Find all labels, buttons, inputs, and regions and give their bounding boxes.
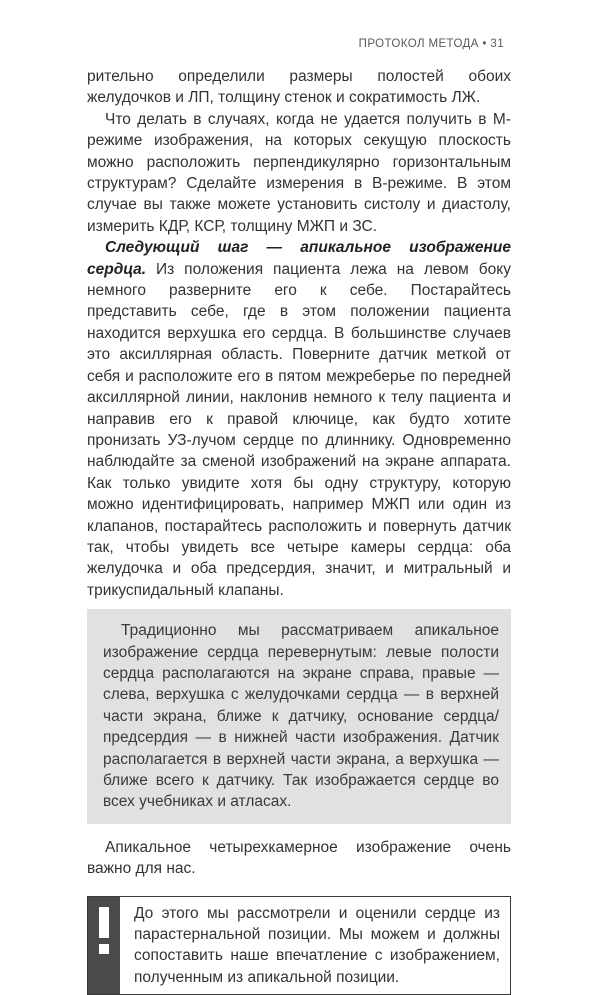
step-heading: Следующий шаг — апикальное изображение сердца. [87,239,511,278]
warning-content [120,897,510,995]
step-body: Из положения пациента лежа на левом боку немного разверните его к себе. Постарайтесь представить себе, где в этом положении пациента находится верхушка его сердца. В большинстве случаев это аксиллярная область. Поверните датчик меткой от себя и расположите его в пятом межреберье по передней аксиллярной линии, наклонив немного к телу пациента и направив его к правой ключице, как будто хотите пронизать УЗ-лучом сердце по длиннику. Одновременно наблюдайте за сменой изображений на экране аппарата. Как только увидите хотя бы одну структуру, которую можно идентифицировать, например МЖП или один из клапанов, постарайтесь расположить и повернуть датчик так, чтобы увидеть все четыре камеры сердца: оба желудочка и оба предсердия, значит, и митральный и трикуспидальный клапаны. [87,260,511,599]
exclamation-icon [97,907,111,955]
paragraph-four-chamber: Апикальное четырехкамерное изображение очень важно для нас. [87,838,511,878]
note-text: Традиционно мы рассматриваем апикальное изображение сердца перевернутым: левые полости сердца располагаются на экране справа, правые — слева, верхушка с желудочками сердца — в верхней части экрана, ближе к датчику, основание сердца/предсердия — в нижней части изображения. Датчик располагается в верхней части экрана, а верхушка — ближе всего к датчику. Так изображается сердце во всех учебниках и атласах. [103,622,499,811]
paragraph-b-mode: Что делать в случаях, когда не удается получить в М-режиме изображения, на которых секущую плоскость можно расположить перпендикулярно горизонтальным структурам? Сделайте измерения в В-режиме. В этом случае вы также можете установить систолу и диастолу, измерить КДР, КСР, толщину МЖП и ЗС. [87,110,511,235]
warning-text: До этого мы рассмотрели и оценили сердце из парастернальной позиции. Мы можем и должны сопоставить наше впечатление с изображением, полученным из апикальной позиции. [134,904,500,986]
page-content [87,66,511,995]
note-box [87,609,511,824]
running-head: ПРОТОКОЛ МЕТОДА • 31 [358,38,504,50]
paragraph-apical-step [87,237,511,601]
warning-bar [88,897,120,995]
warning-box [87,896,511,995]
paragraph-continued: рительно определили размеры полостей обоих желудочков и ЛП, толщину стенок и сократимость ЛЖ. [87,68,511,107]
